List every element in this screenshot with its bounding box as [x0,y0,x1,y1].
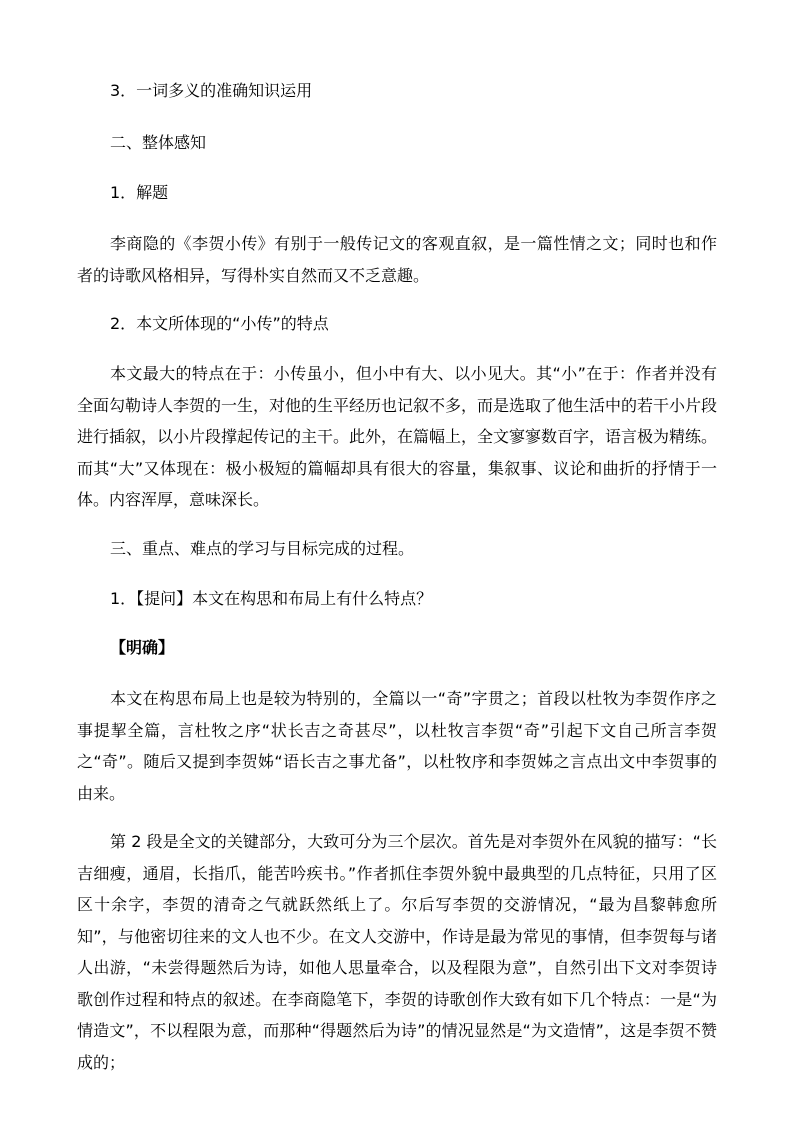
paragraph-short-biography-features: 本文最大的特点在于：小传虽小，但小中有大、以小见大。其“小”在于：作者并没有全面勾勒诗人李贺的一生，对他的生平经历也记叙不多，而是选取了他生活中的若干小片段进行插叙，以小片段撑起传记的主干。此外，在篇幅上，全文寥寥数百字，语言极为精练。而其“大”又体现在：极小极短的篇幅却具有很大的容量，集叙事、议论和曲折的抒情于一体。内容浑厚，意味深长。 [77,364,718,509]
heading-one-word-many-meanings: 3．一词多义的准确知识运用 [110,81,313,100]
section-heading-overall-perception: 二、整体感知 [110,133,207,152]
question-structure-and-layout: 1．【提问】本文在构思和布局上有什么特点？ [110,589,433,608]
answer-label: 【明确】 [110,638,175,657]
subheading-title-explanation: 1．解题 [110,183,169,202]
subheading-short-biography-features: 2．本文所体现的“小传”的特点 [110,314,329,333]
paragraph-answer-structure: 本文在构思布局上也是较为特别的，全篇以一“奇”字贯之；首段以杜牧为李贺作序之事提挈全篇，言杜牧之序“状长吉之奇甚尽”，以杜牧言李贺“奇”引起下文自己所言李贺之“奇”。随后又提到李贺姊“语长吉之事尤备”，以杜牧序和李贺姊之言点出文中李贺事的由来。 [77,689,717,803]
paragraph-answer-second-section: 第 2 段是全文的关键部分，大致可分为三个层次。首先是对李贺外在风貌的描写：“长吉细瘦，通眉，长指爪，能苦吟疾书。”作者抓住李贺外貌中最典型的几点特征，只用了区区十余字，李贺的清奇之气就跃然纸上了。尔后写李贺的交游情况，“最为昌黎韩愈所知”，与他密切往来的文人也不少。在文人交游中，作诗是最为常见的事情，但李贺每与诸人出游，“未尝得题然后为诗，如他人思量牵合，以及程限为意”，自然引出下文对李贺诗歌创作过程和特点的叙述。在李商隐笔下，李贺的诗歌创作大致有如下几个特点：一是“为情造文”，不以程限为意，而那种“得题然后为诗”的情况显然是“为文造情”，这是李贺不赞成的； [77,832,717,1072]
paragraph-title-explanation: 李商隐的《李贺小传》有别于一般传记文的客观直叙，是一篇性情之文；同时也和作者的诗歌风格相异，写得朴实自然而又不乏意趣。 [77,234,717,285]
section-heading-key-points: 三、重点、难点的学习与目标完成的过程。 [110,539,415,558]
